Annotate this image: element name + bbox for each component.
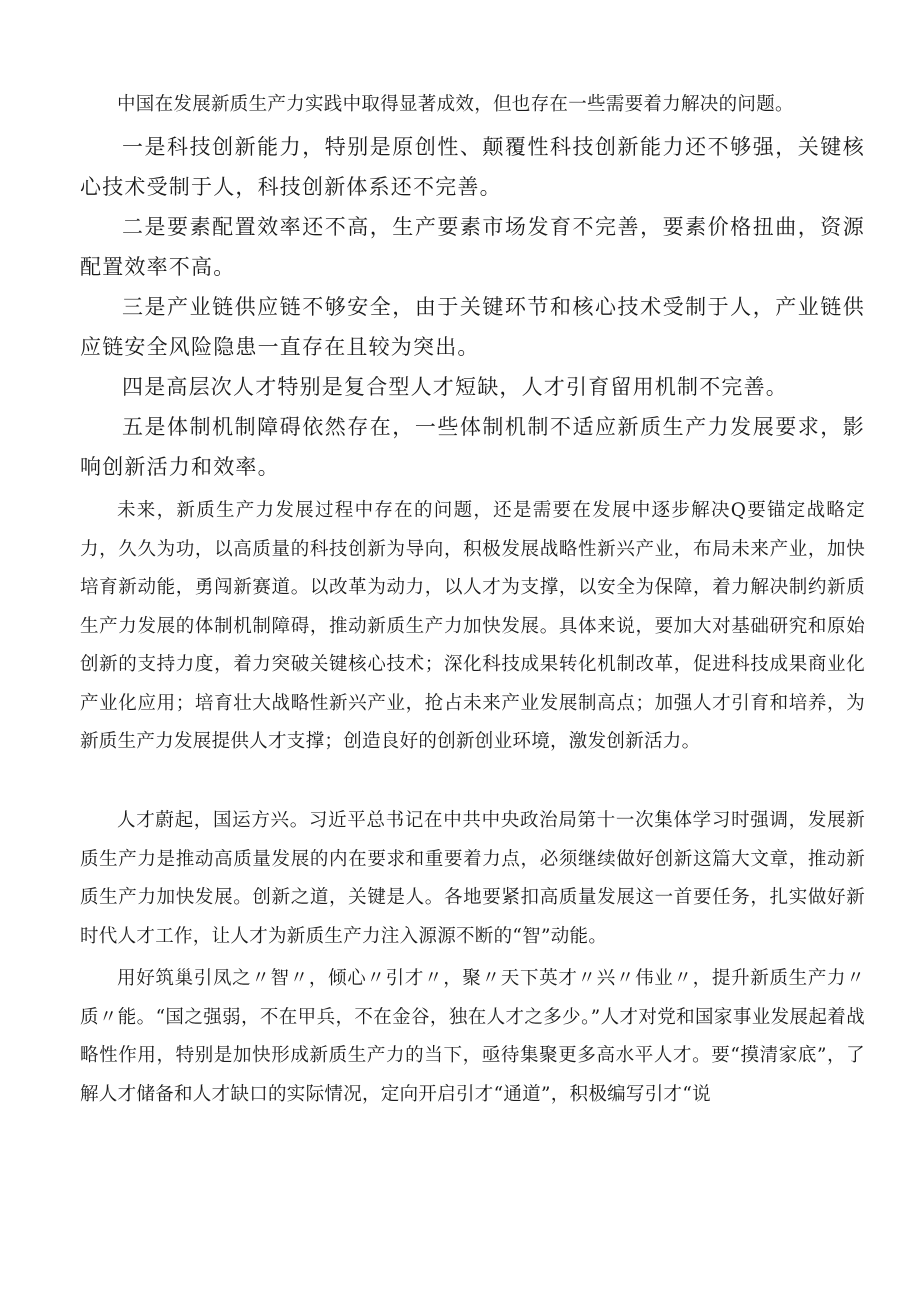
paragraph-point-five: 五是体制机制障碍依然存在，一些体制机制不适应新质生产力发展要求，影响创新活力和效率。 — [80, 415, 865, 479]
paragraph-talent-attract: 用好筑巢引凤之〃智〃，倾心〃引才〃，聚〃天下英才〃兴〃伟业〃，提升新质生产力〃质〃能。“国之强弱，不在甲兵，不在金谷，独在人才之多少。”人才对党和国家事业发展起着战略性作用，特别是加快形成新质生产力的当下，亟待集聚更多高水平人才。要“摸清家底”，了解人才储备和人才缺口的实际情况，定向开启引才“通道”，积极编写引才“说 — [80, 968, 865, 1105]
paragraph-future: 未来，新质生产力发展过程中存在的问题，还是需要在发展中逐步解决Q要锚定战略定力，久久为功，以高质量的科技创新为导向，积极发展战略性新兴产业，布局未来产业，加快培育新动能，勇闯新赛道。以改革为动力，以人才为支撑，以安全为保障，着力解决制约新质生产力发展的体制机制障碍，推动新质生产力加快发展。具体来说，要加大对基础研究和原始创新的支持力度，着力突破关键核心技术；深化科技成果转化机制改革，促进科技成果商业化产业化应用；培育壮大战略性新兴产业，抢占未来产业发展制高点；加强人才引育和培养，为新质生产力发展提供人才支撑；创造良好的创新创业环境，激发创新活力。 — [80, 500, 865, 752]
paragraph-intro: 中国在发展新质生产力实践中取得显著成效，但也存在一些需要着力解决的问题。 — [117, 94, 794, 115]
paragraph-point-one: 一是科技创新能力，特别是原创性、颠覆性科技创新能力还不够强，关键核心技术受制于人，科技创新体系还不完善。 — [80, 135, 865, 199]
paragraph-point-three: 三是产业链供应链不够安全，由于关键环节和核心技术受制于人，产业链供应链安全风险隐患一直存在且较为突出。 — [80, 295, 865, 359]
paragraph-talent: 人才蔚起，国运方兴。习近平总书记在中共中央政治局第十一次集体学习时强调，发展新质生产力是推动高质量发展的内在要求和重要着力点，必须继续做好创新这篇大文章，推动新质生产力加快发展。创新之道，关键是人。各地要紧扣高质量发展这一首要任务，扎实做好新时代人才工作，让人才为新质生产力注入源源不断的“智”动能。 — [80, 810, 865, 947]
paragraph-point-four: 四是高层次人才特别是复合型人才短缺，人才引育留用机制不完善。 — [122, 375, 788, 399]
paragraph-point-two: 二是要素配置效率还不高，生产要素市场发育不完善，要素价格扭曲，资源配置效率不高。 — [80, 215, 865, 279]
